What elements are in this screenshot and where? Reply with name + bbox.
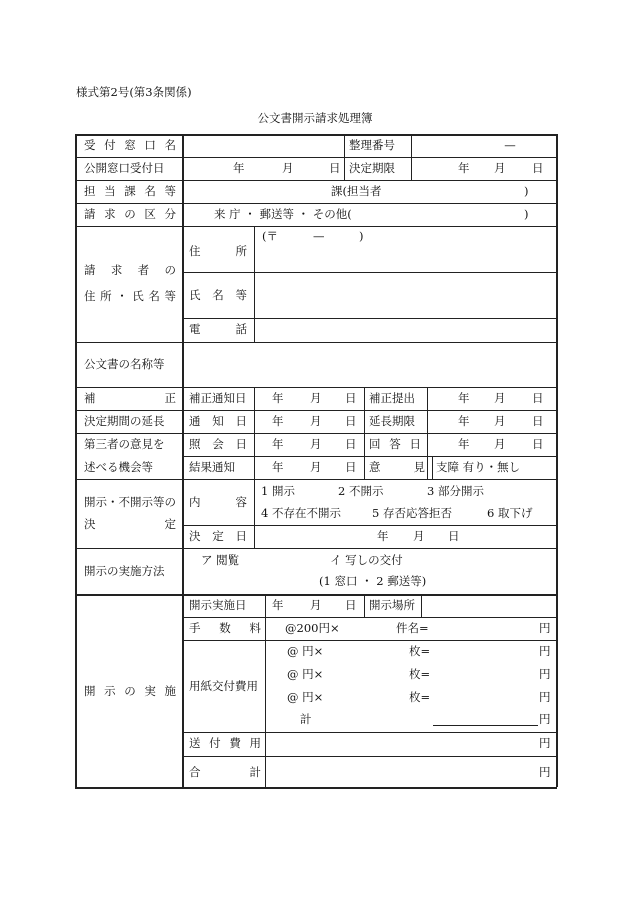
month-unit: 月 — [494, 437, 506, 451]
method-option-copy[interactable]: イ 写しの交付 — [330, 553, 403, 567]
yen-unit: 円 — [539, 667, 551, 681]
decision-deadline-label: 決定期限 — [349, 161, 395, 175]
yen-unit: 円 — [539, 712, 551, 726]
paper-fee-label: 用紙交付費用 — [189, 679, 258, 693]
paper-subtotal-label: 計 — [300, 712, 312, 726]
decision-option-1[interactable]: 1 開示 — [261, 484, 295, 498]
day-unit: 日 — [448, 529, 460, 543]
name-field[interactable] — [256, 274, 554, 316]
year-unit: 年 — [272, 414, 284, 428]
requester-label-line2: 住 所 ・ 氏 名 等 — [84, 289, 176, 303]
month-unit: 月 — [494, 414, 506, 428]
month-unit: 月 — [494, 161, 506, 175]
method-label: 開示の実施方法 — [84, 564, 165, 578]
day-unit: 日 — [345, 414, 357, 428]
requester-label-line1: 請 求 者 の — [84, 263, 176, 277]
month-unit: 月 — [310, 391, 322, 405]
reference-number-dash: — — [504, 138, 516, 152]
year-unit: 年 — [458, 161, 470, 175]
postal-prefix: (〒 — [262, 229, 278, 243]
month-unit: 月 — [310, 460, 322, 474]
fee-rate: @200円× — [285, 621, 340, 635]
yen-unit: 円 — [539, 736, 551, 750]
fee-items: 件名= — [396, 621, 429, 635]
year-unit: 年 — [458, 437, 470, 451]
result-notice-label: 結果通知 — [189, 460, 235, 474]
answer-date-label: 回 答 日 — [369, 437, 421, 451]
dept-value: 課(担当者 — [331, 184, 382, 198]
month-unit: 月 — [282, 161, 294, 175]
day-unit: 日 — [329, 161, 341, 175]
decision-label-line1: 開示・不開示等の — [84, 495, 176, 509]
postal-close: ) — [359, 229, 364, 243]
decision-option-5[interactable]: 5 存否応答拒否 — [372, 506, 452, 520]
inquiry-date-label: 照 会 日 — [189, 437, 247, 451]
month-unit: 月 — [310, 437, 322, 451]
decision-option-4[interactable]: 4 不存在不開示 — [261, 506, 341, 520]
address-field[interactable] — [256, 244, 554, 270]
request-category-label: 請 求 の 区 分 — [84, 207, 176, 221]
address-label: 住 所 — [189, 244, 247, 258]
implementation-date-label: 開示実施日 — [189, 598, 247, 612]
reception-window-field[interactable] — [184, 135, 342, 156]
implementation-place-label: 開示場所 — [369, 598, 415, 612]
paper-sheets-3: 枚= — [409, 690, 431, 704]
year-unit: 年 — [272, 437, 284, 451]
decision-option-3[interactable]: 3 部分開示 — [427, 484, 484, 498]
implementation-place-field[interactable] — [423, 596, 554, 615]
correction-submit-label: 補正提出 — [369, 391, 415, 405]
day-unit: 日 — [345, 598, 357, 612]
dept-label: 担 当 課 名 等 — [84, 184, 176, 198]
year-unit: 年 — [272, 460, 284, 474]
paper-rate-3: @ 円× — [287, 690, 324, 704]
implementation-label: 開 示 の 実 施 — [84, 684, 176, 698]
day-unit: 日 — [532, 391, 544, 405]
paper-rate-1: @ 円× — [287, 644, 324, 658]
month-unit: 月 — [494, 391, 506, 405]
reference-number-label: 整理番号 — [349, 138, 395, 152]
decision-date-label: 決 定 日 — [189, 529, 247, 543]
decision-option-2[interactable]: 2 不開示 — [338, 484, 384, 498]
public-reception-date-label: 公開窓口受付日 — [84, 161, 165, 175]
method-option-view[interactable]: ア 閲覧 — [201, 553, 240, 567]
name-label: 氏 名 等 — [189, 288, 247, 302]
paper-sheets-1: 枚= — [409, 644, 431, 658]
content-label: 内 容 — [189, 495, 247, 509]
paper-rate-2: @ 円× — [287, 667, 324, 681]
opinion-label: 意 見 — [369, 460, 425, 474]
form-number: 様式第2号(第3条関係) — [76, 85, 192, 99]
month-unit: 月 — [413, 529, 425, 543]
day-unit: 日 — [345, 391, 357, 405]
phone-label: 電 話 — [189, 322, 247, 336]
month-unit: 月 — [310, 598, 322, 612]
document-name-field[interactable] — [184, 344, 554, 385]
yen-unit: 円 — [539, 765, 551, 779]
year-unit: 年 — [377, 529, 389, 543]
objection-options[interactable]: 支障 有り・無し — [436, 460, 521, 474]
reference-number-field[interactable] — [413, 135, 554, 156]
total-label: 合 計 — [189, 765, 261, 779]
day-unit: 日 — [345, 460, 357, 474]
phone-field[interactable] — [256, 320, 554, 340]
third-party-label-line2: 述べる機会等 — [84, 460, 153, 474]
extension-label: 決定期間の延長 — [84, 414, 165, 428]
yen-unit: 円 — [539, 690, 551, 704]
shipping-fee-label: 送 付 費 用 — [189, 736, 261, 750]
year-unit: 年 — [272, 598, 284, 612]
dept-close: ) — [524, 184, 529, 198]
year-unit: 年 — [458, 391, 470, 405]
page-title: 公文書開示請求処理簿 — [257, 111, 373, 125]
correction-label: 補 正 — [84, 391, 176, 405]
third-party-label-line1: 第三者の意見を — [84, 437, 165, 451]
day-unit: 日 — [532, 161, 544, 175]
request-category-options[interactable]: 来 庁 ・ 郵送等 ・ その他( — [214, 207, 352, 221]
month-unit: 月 — [310, 414, 322, 428]
decision-option-6[interactable]: 6 取下げ — [487, 506, 533, 520]
yen-unit: 円 — [539, 644, 551, 658]
day-unit: 日 — [345, 437, 357, 451]
postal-dash: — — [313, 229, 325, 243]
method-delivery-options[interactable]: (1 窓口 ・ 2 郵送等) — [319, 574, 427, 588]
category-close: ) — [524, 207, 529, 221]
yen-unit: 円 — [539, 621, 551, 635]
paper-sheets-2: 枚= — [409, 667, 431, 681]
year-unit: 年 — [272, 391, 284, 405]
extension-notice-label: 通 知 日 — [189, 414, 247, 428]
decision-label-line2: 決 定 — [84, 517, 176, 531]
extension-limit-label: 延長期限 — [369, 414, 415, 428]
day-unit: 日 — [532, 414, 544, 428]
year-unit: 年 — [233, 161, 245, 175]
correction-notice-label: 補正通知日 — [189, 391, 247, 405]
day-unit: 日 — [532, 437, 544, 451]
fee-label: 手 数 料 — [189, 621, 261, 635]
year-unit: 年 — [458, 414, 470, 428]
reception-window-label: 受 付 窓 口 名 — [84, 138, 176, 152]
document-name-label: 公文書の名称等 — [84, 357, 165, 371]
